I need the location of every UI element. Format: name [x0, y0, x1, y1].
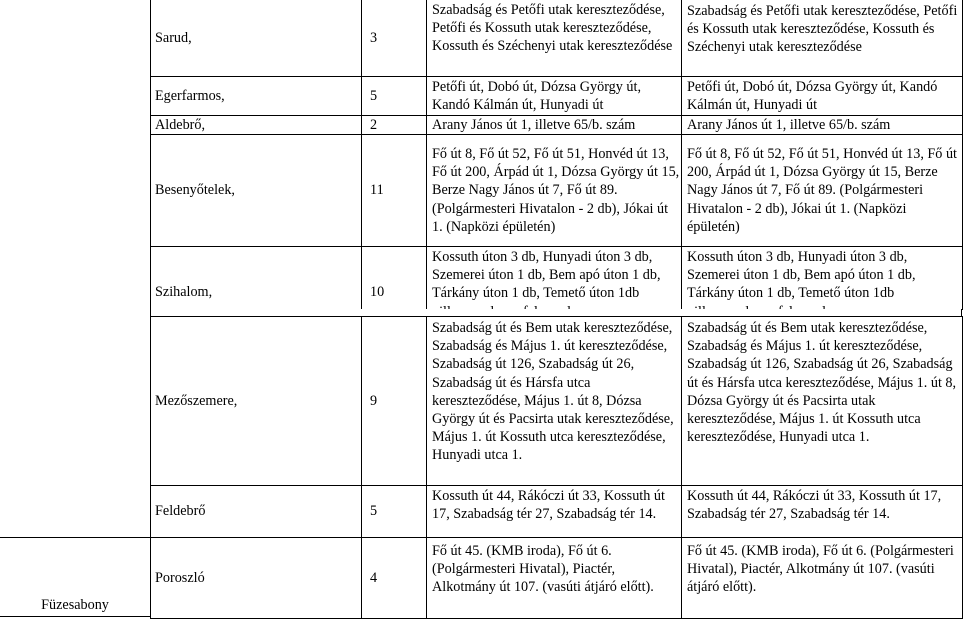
address-text: Szabadság és Petőfi utak kereszteződése, Petőfi és Kossuth utak kereszteződése, Kossuth és Széchenyi utak kereszteződése [432, 2, 673, 55]
count-value: 10 [370, 283, 385, 300]
count-cell [361, 76, 427, 116]
address-cell-2 [681, 316, 963, 486]
city-name: Szihalom, [155, 283, 213, 300]
group-label: Füzesabony [41, 596, 109, 613]
address-text: Petőfi út, Dobó út, Dózsa György út, Kandó Kálmán út, Hunyadi út [432, 78, 641, 113]
address-text: Fő út 8, Fő út 52, Fő út 51, Honvéd út 13, Fő út 200, Árpád út 1, Dózsa György út 15, Berze Nagy János út 7, Fő út 89. (Polgármesteri Hivatalon - 2 db), Jókai út 1. (Napközi épületén) [432, 145, 680, 235]
address-text: Kossuth út 44, Rákóczi út 33, Kossuth út 17, Szabadság tér 27, Szabadság tér 14. [432, 488, 665, 523]
address-cell-2 [681, 76, 963, 116]
count-value: 2 [370, 116, 378, 133]
address-cell [426, 0, 682, 77]
count-value: 3 [370, 29, 378, 46]
count-cell [361, 246, 427, 310]
address-text: Arany János út 1, illetve 65/b. szám [432, 116, 636, 133]
address-text-2: Arany János út 1, illetve 65/b. szám [687, 116, 891, 133]
count-value: 5 [370, 503, 378, 520]
city-name: Mezőszemere, [155, 392, 238, 409]
city-cell [150, 76, 362, 116]
city-name: Poroszló [155, 570, 205, 586]
address-text-2: Petőfi út, Dobó út, Dózsa György út, Kandó Kálmán út, Hunyadi út [687, 78, 938, 113]
count-cell [361, 134, 427, 247]
address-text: Kossuth úton 3 db, Hunyadi úton 3 db, Szemerei úton 1 db, Bem apó úton 1 db, Tárkány úton 1 db, Temető úton 1db [432, 249, 661, 302]
count-value: 5 [370, 87, 378, 104]
count-cell [361, 537, 427, 619]
address-cell-2 [681, 485, 963, 538]
city-name: Feldebrő [155, 503, 206, 520]
city-name: Egerfarmos, [155, 87, 225, 104]
count-cell [361, 0, 427, 77]
city-cell [150, 0, 362, 77]
address-cell-2 [681, 134, 963, 247]
city-name: Besenyőtelek, [155, 182, 235, 199]
city-cell [150, 134, 362, 247]
address-cell [426, 134, 682, 247]
count-value: 9 [370, 392, 378, 409]
address-text: Fő út 45. (KMB iroda), Fő út 6. (Polgármesteri Hivatal), Piactér, Alkotmány út 107. (vasúti átjáró előtt). [432, 543, 654, 596]
city-name: Aldebrő, [155, 116, 206, 133]
address-text-2: Szabadság út és Bem utak kereszteződése, Szabadság és Május 1. út kereszteződése, Szabadság út 126, Szabadság út 26, Szabadság út és Hársfa utca kereszteződése, Május 1. út 8, Dózsa György út és Pacsirta utak kereszteződése, Május 1. út Kossuth utca kereszteződése, Hunyadi utca 1. [687, 320, 957, 446]
address-text-2: Fő út 45. (KMB iroda), Fő út 6. (Polgármesteri Hivatal), Piactér, Alkotmány út 107. (vasúti átjáró előtt). [687, 543, 954, 596]
group-cell [0, 537, 151, 617]
address-cell-2 [681, 246, 963, 310]
address-cell [426, 115, 682, 135]
address-text-2: Kossuth út 44, Rákóczi út 33, Kossuth út 17, Szabadság tér 27, Szabadság tér 14. [687, 488, 942, 523]
count-cell [361, 115, 427, 135]
address-text-2: Kossuth úton 3 db, Hunyadi úton 3 db, Szemerei úton 1 db, Bem apó úton 1 db, Tárkány úton 1 db, Temető úton 1db [687, 249, 916, 302]
city-cell [150, 115, 362, 135]
address-text-2: Fő út 8, Fő út 52, Fő út 51, Honvéd út 13, Fő út 200, Árpád út 1, Dózsa György út 15, Berze Nagy János út 7, Fő út 89. (Polgármesteri Hivatalon - 2 db), Jókai út 1. (Napközi épületén) [687, 145, 957, 235]
address-cell [426, 485, 682, 538]
address-cell [426, 76, 682, 116]
address-cell [426, 246, 682, 310]
address-cell [426, 316, 682, 486]
address-cell-2 [681, 115, 963, 135]
city-cell [150, 537, 362, 619]
count-value: 4 [370, 570, 378, 586]
count-cell [361, 316, 427, 486]
address-cell [426, 537, 682, 619]
count-value: 11 [370, 182, 384, 199]
address-text-2: Szabadság és Petőfi utak kereszteződése, Petőfi és Kossuth utak kereszteződése, Kossuth és Széchenyi utak kereszteződése [687, 3, 958, 56]
address-cell-2 [681, 537, 963, 619]
city-cell [150, 316, 362, 486]
address-text: Szabadság út és Bem utak kereszteződése, Szabadság és Május 1. út kereszteződése, Szabadság út 126, Szabadság út 26, Szabadság út és Hársfa utca kereszteződése, Május 1. út 8, Dózsa György út és Pacsirta utak kereszteződése, Május 1. út Kossuth utca kereszteződése, Hunyadi utca 1. [432, 320, 674, 464]
count-cell [361, 485, 427, 538]
city-cell [150, 246, 362, 310]
city-name: Sarud, [155, 29, 192, 46]
city-cell [150, 485, 362, 538]
address-cell-2 [681, 0, 963, 77]
